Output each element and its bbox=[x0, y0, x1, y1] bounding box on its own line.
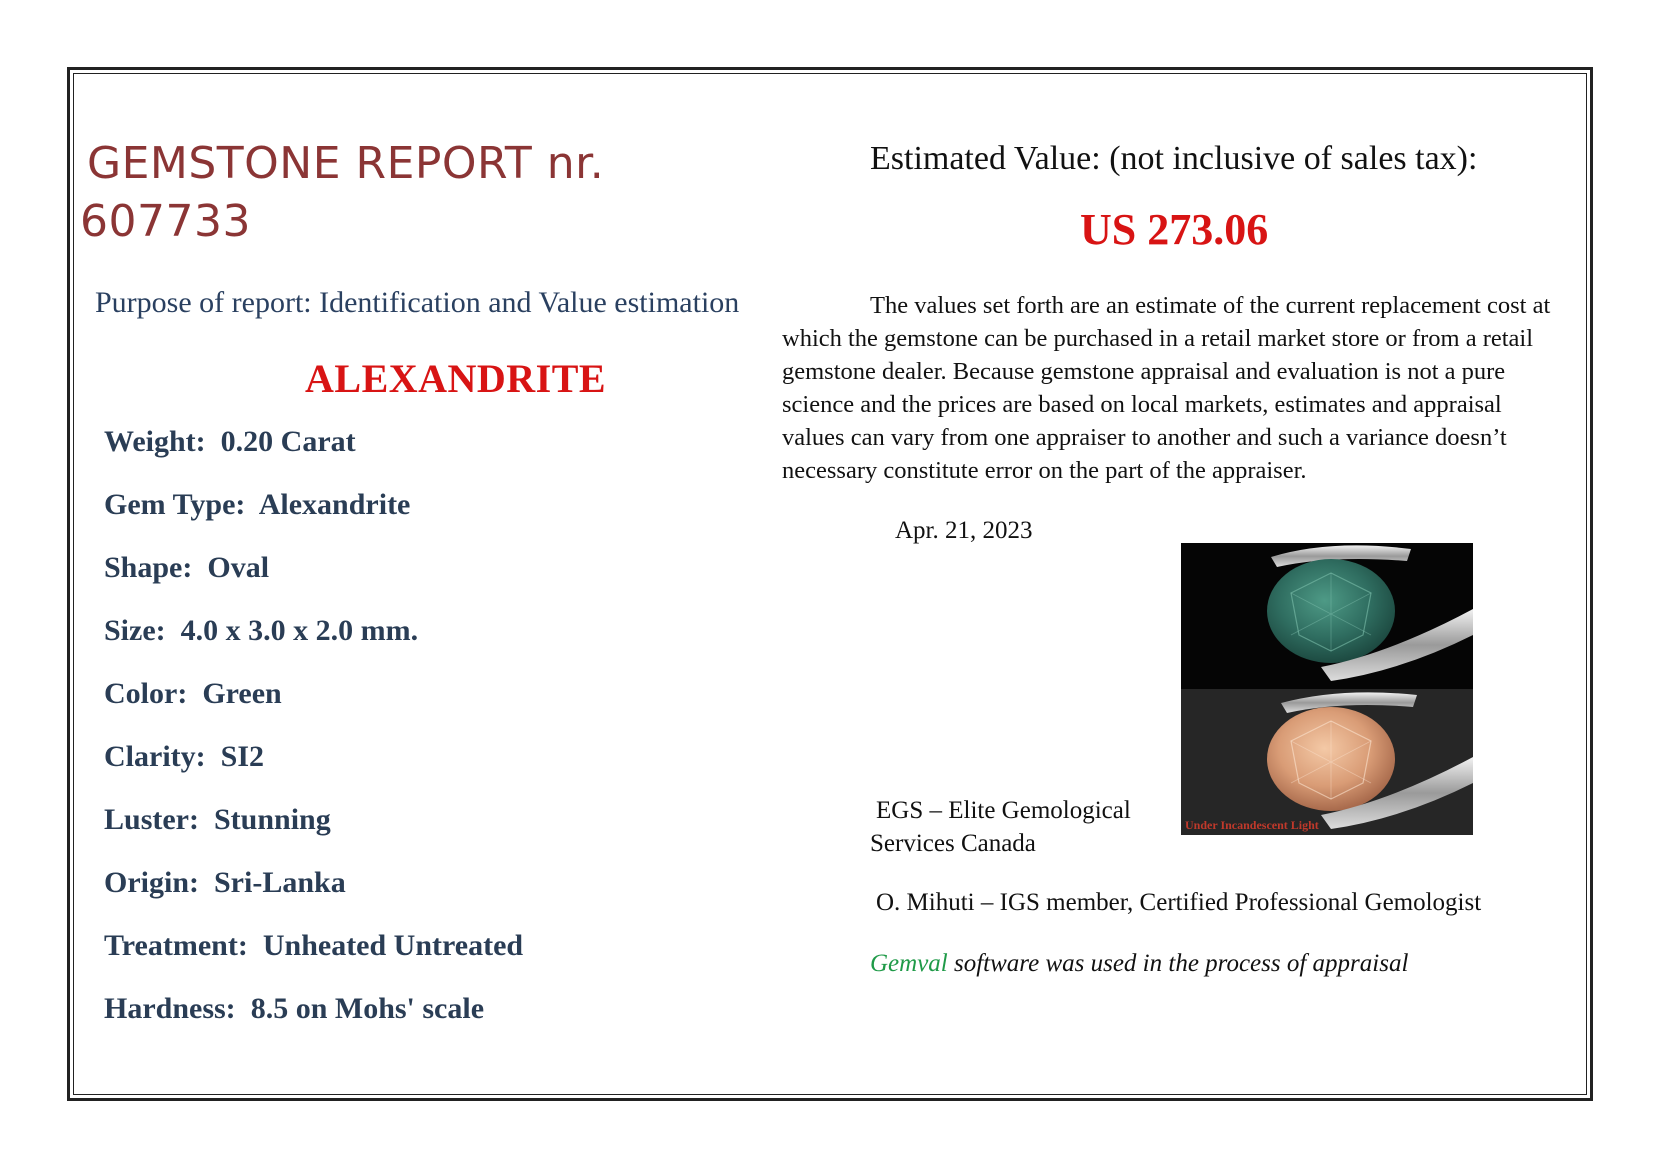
property-label: Origin: bbox=[104, 866, 199, 899]
property-value: Unheated Untreated bbox=[262, 929, 524, 962]
property-value: SI2 bbox=[220, 740, 264, 773]
software-brand: Gemval bbox=[870, 950, 948, 977]
property-value: 8.5 on Mohs' scale bbox=[250, 992, 485, 1025]
software-text: software was used in the process of appraisal bbox=[954, 950, 1409, 977]
property-value: Green bbox=[202, 677, 282, 710]
photo-caption: Under Incandescent Light bbox=[1185, 818, 1319, 832]
gem-properties-list bbox=[104, 425, 523, 1055]
property-size bbox=[104, 614, 523, 677]
property-gem-type bbox=[104, 488, 523, 551]
property-value: 4.0 x 3.0 x 2.0 mm. bbox=[180, 614, 419, 647]
property-label: Size: bbox=[104, 614, 166, 647]
property-clarity bbox=[104, 740, 523, 803]
property-label: Weight: bbox=[104, 425, 206, 458]
report-title-line1: GEMSTONE REPORT nr. bbox=[87, 138, 605, 189]
property-value: Stunning bbox=[213, 803, 331, 836]
property-luster bbox=[104, 803, 523, 866]
gem-name: ALEXANDRITE bbox=[305, 356, 607, 401]
property-value: Alexandrite bbox=[258, 488, 411, 521]
issuer-line2: Services Canada bbox=[870, 830, 1036, 857]
property-color bbox=[104, 677, 523, 740]
property-label: Clarity: bbox=[104, 740, 206, 773]
estimated-value-amount: US 273.06 bbox=[1080, 205, 1269, 254]
property-value: 0.20 Carat bbox=[220, 425, 356, 458]
property-label: Hardness: bbox=[104, 992, 236, 1025]
property-weight bbox=[104, 425, 523, 488]
property-label: Shape: bbox=[104, 551, 193, 584]
property-value: Oval bbox=[207, 551, 270, 584]
issuer-line1: EGS – Elite Gemological bbox=[876, 797, 1131, 824]
property-label: Gem Type: bbox=[104, 488, 246, 521]
estimated-value-label: Estimated Value: (not inclusive of sales tax): bbox=[870, 140, 1478, 177]
property-value: Sri-Lanka bbox=[214, 866, 346, 899]
property-hardness bbox=[104, 992, 523, 1055]
property-treatment bbox=[104, 929, 523, 992]
report-date: Apr. 21, 2023 bbox=[895, 517, 1033, 544]
report-title bbox=[80, 135, 700, 251]
gemstone-photo bbox=[1181, 543, 1473, 835]
software-credit bbox=[870, 950, 1408, 978]
issuer-name bbox=[870, 794, 1131, 860]
report-number: 607733 bbox=[80, 196, 251, 247]
property-label: Treatment: bbox=[104, 929, 248, 962]
report-purpose: Purpose of report: Identification and Value estimation bbox=[95, 286, 740, 319]
property-shape bbox=[104, 551, 523, 614]
gemologist-credit: O. Mihuti – IGS member, Certified Professional Gemologist bbox=[876, 889, 1482, 916]
property-label: Luster: bbox=[104, 803, 199, 836]
property-origin bbox=[104, 866, 523, 929]
property-label: Color: bbox=[104, 677, 188, 710]
gemstone-photo-illustration bbox=[1181, 543, 1473, 835]
valuation-disclaimer: The values set forth are an estimate of the current replacement cost at which the gemstone can be purchased in a retail market store or from a retail gemstone dealer. Because gemstone appraisal and evaluation is not a pure science and the prices are based on local markets, estimates and appraisal values can vary from one appraiser to another and such a variance doesn’t necessary constitute error on the part of the appraiser. bbox=[782, 292, 1551, 484]
